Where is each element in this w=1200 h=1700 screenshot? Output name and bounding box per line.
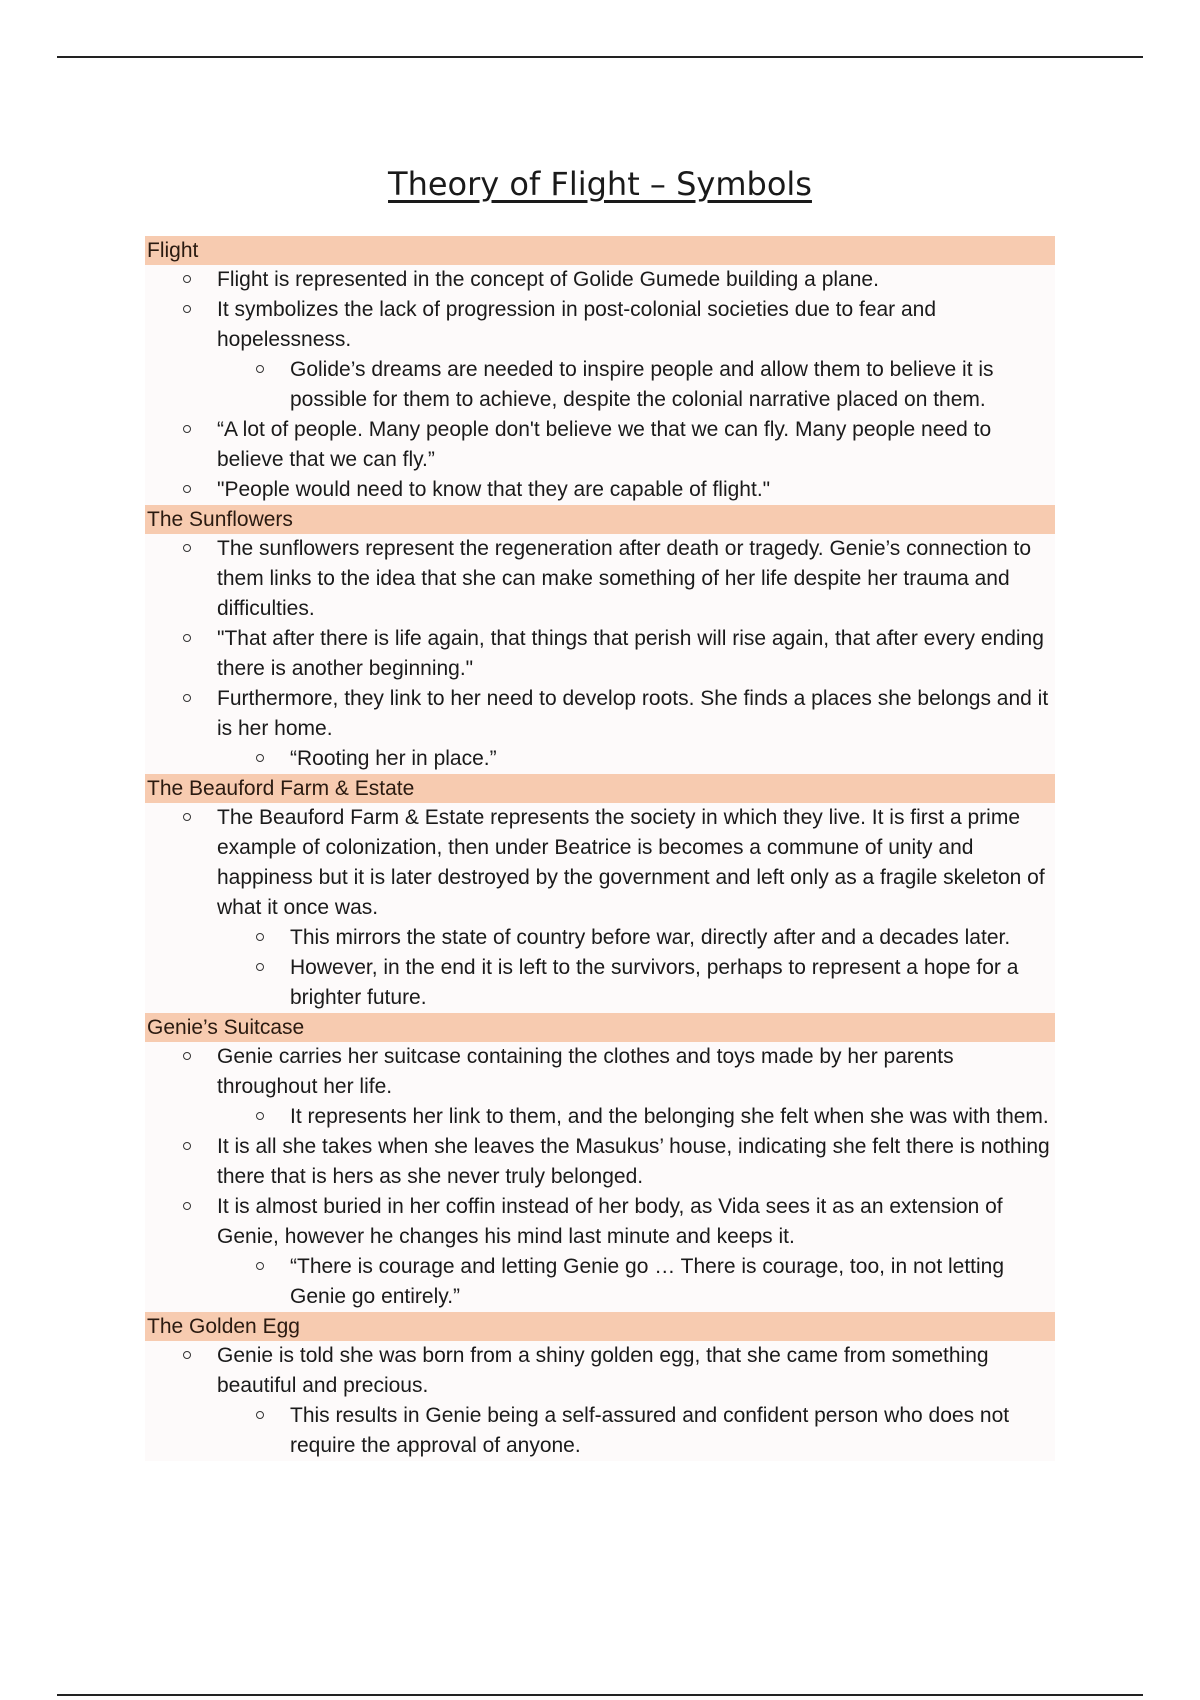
list-item — [145, 1042, 1055, 1102]
bullet-circle-icon — [256, 963, 264, 971]
list-item-text: "People would need to know that they are capable of flight." — [217, 478, 771, 501]
list-item-text: Furthermore, they link to her need to develop roots. She finds a places she belongs and it is her home. — [217, 687, 1049, 740]
list-item — [145, 1192, 1055, 1252]
list-item-text: The sunflowers represent the regeneration after death or tragedy. Genie’s connection to them links to the idea that she can make something of her life despite her trauma and difficulties. — [217, 537, 1032, 620]
list-item — [145, 624, 1055, 684]
bullet-circle-icon — [183, 1142, 191, 1150]
document-body — [145, 236, 1055, 1461]
bullet-circle-icon — [183, 1351, 191, 1359]
list-item — [145, 953, 1055, 1013]
bullet-circle-icon — [183, 694, 191, 702]
bullet-circle-icon — [183, 813, 191, 821]
list-item-text: This mirrors the state of country before war, directly after and a decades later. — [290, 926, 1011, 949]
list-item-text: The Beauford Farm & Estate represents the society in which they live. It is first a prime example of colonization, then under Beatrice is becomes a commune of unity and happiness but it is later destroyed by the government and left only as a fragile skeleton of what it once was. — [217, 806, 1045, 919]
list-item — [145, 265, 1055, 295]
list-item — [145, 1401, 1055, 1461]
list-item — [145, 1132, 1055, 1192]
page-title: Theory of Flight – Symbols — [388, 165, 812, 203]
list-item-text: Genie carries her suitcase containing the clothes and toys made by her parents throughout her life. — [217, 1045, 954, 1098]
section-heading: The Golden Egg — [145, 1312, 1055, 1341]
section-heading: The Beauford Farm & Estate — [145, 774, 1055, 803]
bullet-circle-icon — [183, 485, 191, 493]
footer-rule — [57, 1694, 1143, 1696]
list-item-text: Flight is represented in the concept of Golide Gumede building a plane. — [217, 268, 879, 291]
list-item-text: It is almost buried in her coffin instead of her body, as Vida sees it as an extension of Genie, however he changes his mind last minute and keeps it. — [217, 1195, 1003, 1248]
section-heading: Genie’s Suitcase — [145, 1013, 1055, 1042]
bullet-circle-icon — [183, 425, 191, 433]
bullet-circle-icon — [183, 1202, 191, 1210]
bullet-circle-icon — [183, 275, 191, 283]
bullet-list — [145, 1341, 1055, 1461]
list-item-text: It represents her link to them, and the belonging she felt when she was with them. — [290, 1105, 1049, 1128]
bullet-circle-icon — [256, 1262, 264, 1270]
bullet-circle-icon — [183, 1052, 191, 1060]
list-item-text: Golide’s dreams are needed to inspire people and allow them to believe it is possible for them to achieve, despite the colonial narrative placed on them. — [290, 358, 994, 411]
list-item-text: "That after there is life again, that things that perish will rise again, that after every ending there is another beginning." — [217, 627, 1044, 680]
section-body — [145, 803, 1055, 1013]
bullet-list — [145, 803, 1055, 1013]
list-item — [145, 415, 1055, 475]
bullet-list — [145, 265, 1055, 505]
bullet-list — [145, 1042, 1055, 1312]
section-body — [145, 1341, 1055, 1461]
list-item — [145, 684, 1055, 744]
bullet-circle-icon — [256, 933, 264, 941]
list-item — [145, 475, 1055, 505]
list-item-text: It symbolizes the lack of progression in post-colonial societies due to fear and hopelessness. — [217, 298, 937, 351]
bullet-circle-icon — [256, 1411, 264, 1419]
list-item-text: “A lot of people. Many people don't believe we that we can fly. Many people need to believe that we can fly.” — [217, 418, 992, 471]
list-item — [145, 1341, 1055, 1401]
list-item — [145, 295, 1055, 355]
section-body — [145, 265, 1055, 505]
list-item-text: “There is courage and letting Genie go … There is courage, too, in not letting Genie go entirely.” — [290, 1255, 1005, 1308]
section-heading: The Sunflowers — [145, 505, 1055, 534]
section-body — [145, 1042, 1055, 1312]
list-item — [145, 803, 1055, 923]
bullet-circle-icon — [183, 544, 191, 552]
list-item — [145, 1252, 1055, 1312]
list-item-text: “Rooting her in place.” — [290, 747, 497, 770]
list-item-text: It is all she takes when she leaves the Masukus’ house, indicating she felt there is nothing there that is hers as she never truly belonged. — [217, 1135, 1050, 1188]
list-item-text: However, in the end it is left to the survivors, perhaps to represent a hope for a brighter future. — [290, 956, 1019, 1009]
list-item — [145, 744, 1055, 774]
list-item — [145, 534, 1055, 624]
list-item — [145, 1102, 1055, 1132]
bullet-circle-icon — [256, 365, 264, 373]
list-item-text: This results in Genie being a self-assured and confident person who does not require the approval of anyone. — [290, 1404, 1010, 1457]
bullet-circle-icon — [256, 754, 264, 762]
header-rule — [57, 56, 1143, 58]
section-heading: Flight — [145, 236, 1055, 265]
list-item — [145, 355, 1055, 415]
list-item-text: Genie is told she was born from a shiny golden egg, that she came from something beautiful and precious. — [217, 1344, 989, 1397]
list-item — [145, 923, 1055, 953]
bullet-circle-icon — [183, 305, 191, 313]
bullet-circle-icon — [183, 634, 191, 642]
bullet-list — [145, 534, 1055, 774]
section-body — [145, 534, 1055, 774]
bullet-circle-icon — [256, 1112, 264, 1120]
